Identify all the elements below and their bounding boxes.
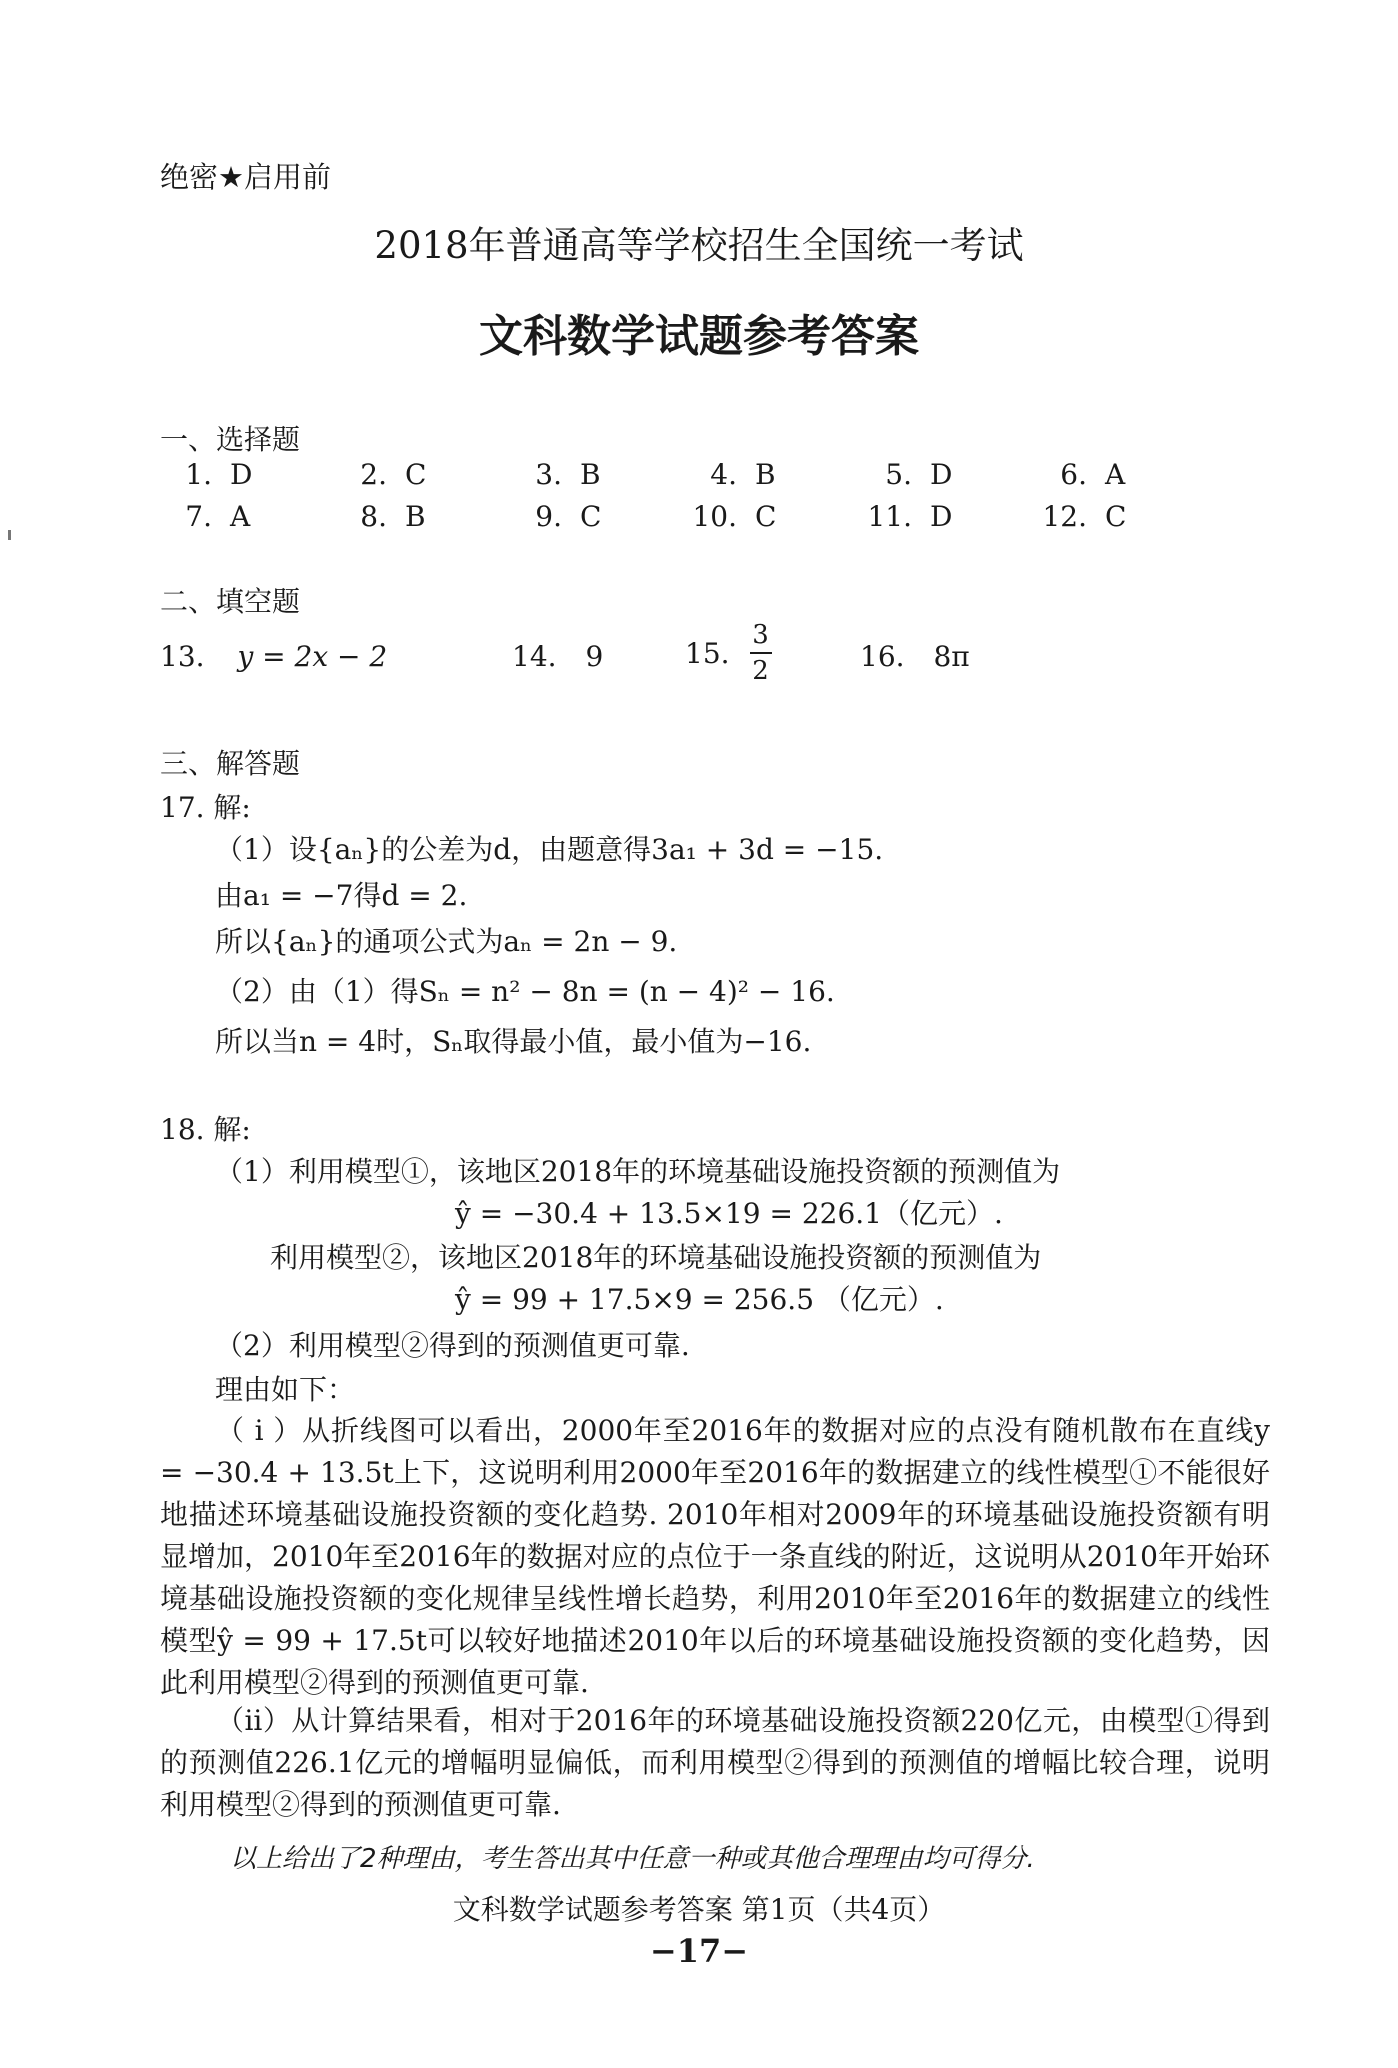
page-number: −17− [649,1932,749,1970]
fill-q16-answer: 8π [933,640,970,673]
choice-number: 10. [692,500,737,533]
fill-q13-answer: y = 2x − 2 [237,640,388,673]
choice-number: 1. [185,458,212,491]
choice-letter: D [930,500,953,533]
choice-letter: C [755,500,777,533]
choice-number: 12. [1042,500,1087,533]
fill-q14-answer: 9 [585,640,604,673]
choice-answer [860,500,952,533]
choice-answer [1035,458,1125,491]
choice-answer [510,458,601,491]
section-solve-heading: 三、解答题 [160,747,301,780]
scan-mark [8,530,11,540]
choice-number: 6. [1060,458,1087,491]
fill-q15 [685,620,772,686]
choice-number: 5. [885,458,912,491]
document-subtitle: 文科数学试题参考答案 [479,311,919,362]
fill-q15-number: 15. [685,636,730,670]
choice-letter: C [405,458,427,491]
q17-line-5: 所以当n = 4时，Sₙ取得最小值，最小值为−16. [215,1025,812,1058]
fraction-numerator: 3 [752,620,769,650]
choice-letter: D [230,458,253,491]
q18-heading: 18. 解: [160,1113,251,1146]
choice-number: 11. [867,500,912,533]
fraction-denominator: 2 [752,656,769,686]
q17-line-3: 所以{aₙ}的通项公式为aₙ = 2n − 9. [215,925,678,958]
q18-line-1: （1）利用模型①，该地区2018年的环境基础设施投资额的预测值为 [215,1155,1061,1188]
q18-reason-2: （ii）从计算结果看，相对于2016年的环境基础设施投资额220亿元，由模型①得到的预测值226.1亿元的增幅明显偏低，而利用模型②得到的预测值的增幅比较合理，说明利用模型②得到的预测值更可靠. [160,1704,1270,1821]
choice-answer [160,458,252,491]
exam-title: 2018年普通高等学校招生全国统一考试 [374,224,1024,267]
grading-note: 以上给出了2种理由，考生答出其中任意一种或其他合理理由均可得分. [230,1844,1035,1874]
choice-number: 4. [710,458,737,491]
choice-answer [1035,500,1126,533]
fraction-bar [750,652,772,654]
fill-q16-number: 16. [860,640,905,673]
choice-answer [335,458,426,491]
choice-letter: C [1105,500,1127,533]
choice-letter: C [580,500,602,533]
choice-answer [685,458,776,491]
choice-answer [685,500,776,533]
choice-number: 3. [535,458,562,491]
q18-formula-1: ŷ = −30.4 + 13.5×19 = 226.1（亿元）. [455,1197,1003,1230]
choice-number: 2. [360,458,387,491]
choice-answer [860,458,952,491]
confidential-label: 绝密★启用前 [160,160,331,194]
choice-number: 8. [360,500,387,533]
choice-number: 7. [185,500,212,533]
q18-formula-2: ŷ = 99 + 17.5×9 = 256.5 （亿元）. [455,1283,944,1316]
fill-q13 [160,640,387,673]
q17-line-4: （2）由（1）得Sₙ = n² − 8n = (n − 4)² − 16. [215,975,835,1008]
section-fill-heading: 二、填空题 [160,585,301,618]
choice-answer [335,500,426,533]
section-choice-heading: 一、选择题 [160,423,301,456]
fill-q14-number: 14. [512,640,557,673]
choice-answer [160,500,250,533]
choice-letter: A [230,500,251,533]
choice-letter: B [755,458,776,491]
fill-q14 [512,640,603,673]
fill-q16 [860,640,970,673]
q18-line-6: 理由如下： [215,1373,356,1406]
q18-reason-1: （ i ）从折线图可以看出，2000年至2016年的数据对应的点没有随机散布在直线y = −30.4 + 13.5t上下，这说明利用2000年至2016年的数据建立的线性模型①不能很好地描述环境基础设施投资额的变化趋势. 2010年相对2009年的环境基础设施投资额有明显增加，2010年至2016年的数据对应的点位于一条直线的附近，这说明从2010年开始环境基础设施投资额的变化规律呈线性增长趋势，利用2010年至2016年的数据建立的线性模型ŷ = 99 + 17.5t可以较好地描述2010年以后的环境基础设施投资额的变化趋势，因此利用模型②得到的预测值更可靠. [160,1414,1270,1699]
choice-answer [510,500,601,533]
q17-line-1: （1）设{aₙ}的公差为d，由题意得3a₁ + 3d = −15. [215,833,884,866]
fill-q15-fraction [750,620,772,686]
choice-letter: A [1105,458,1126,491]
footer-caption: 文科数学试题参考答案 第1页（共4页） [452,1893,946,1926]
choice-letter: B [580,458,601,491]
q18-line-3: 利用模型②，该地区2018年的环境基础设施投资额的预测值为 [270,1241,1042,1274]
q17-line-2: 由a₁ = −7得d = 2. [215,879,468,912]
q17-heading: 17. 解: [160,791,251,824]
choice-letter: B [405,500,426,533]
fill-q13-number: 13. [160,640,205,673]
choice-letter: D [930,458,953,491]
q18-line-5: （2）利用模型②得到的预测值更可靠. [215,1329,690,1362]
choice-number: 9. [535,500,562,533]
